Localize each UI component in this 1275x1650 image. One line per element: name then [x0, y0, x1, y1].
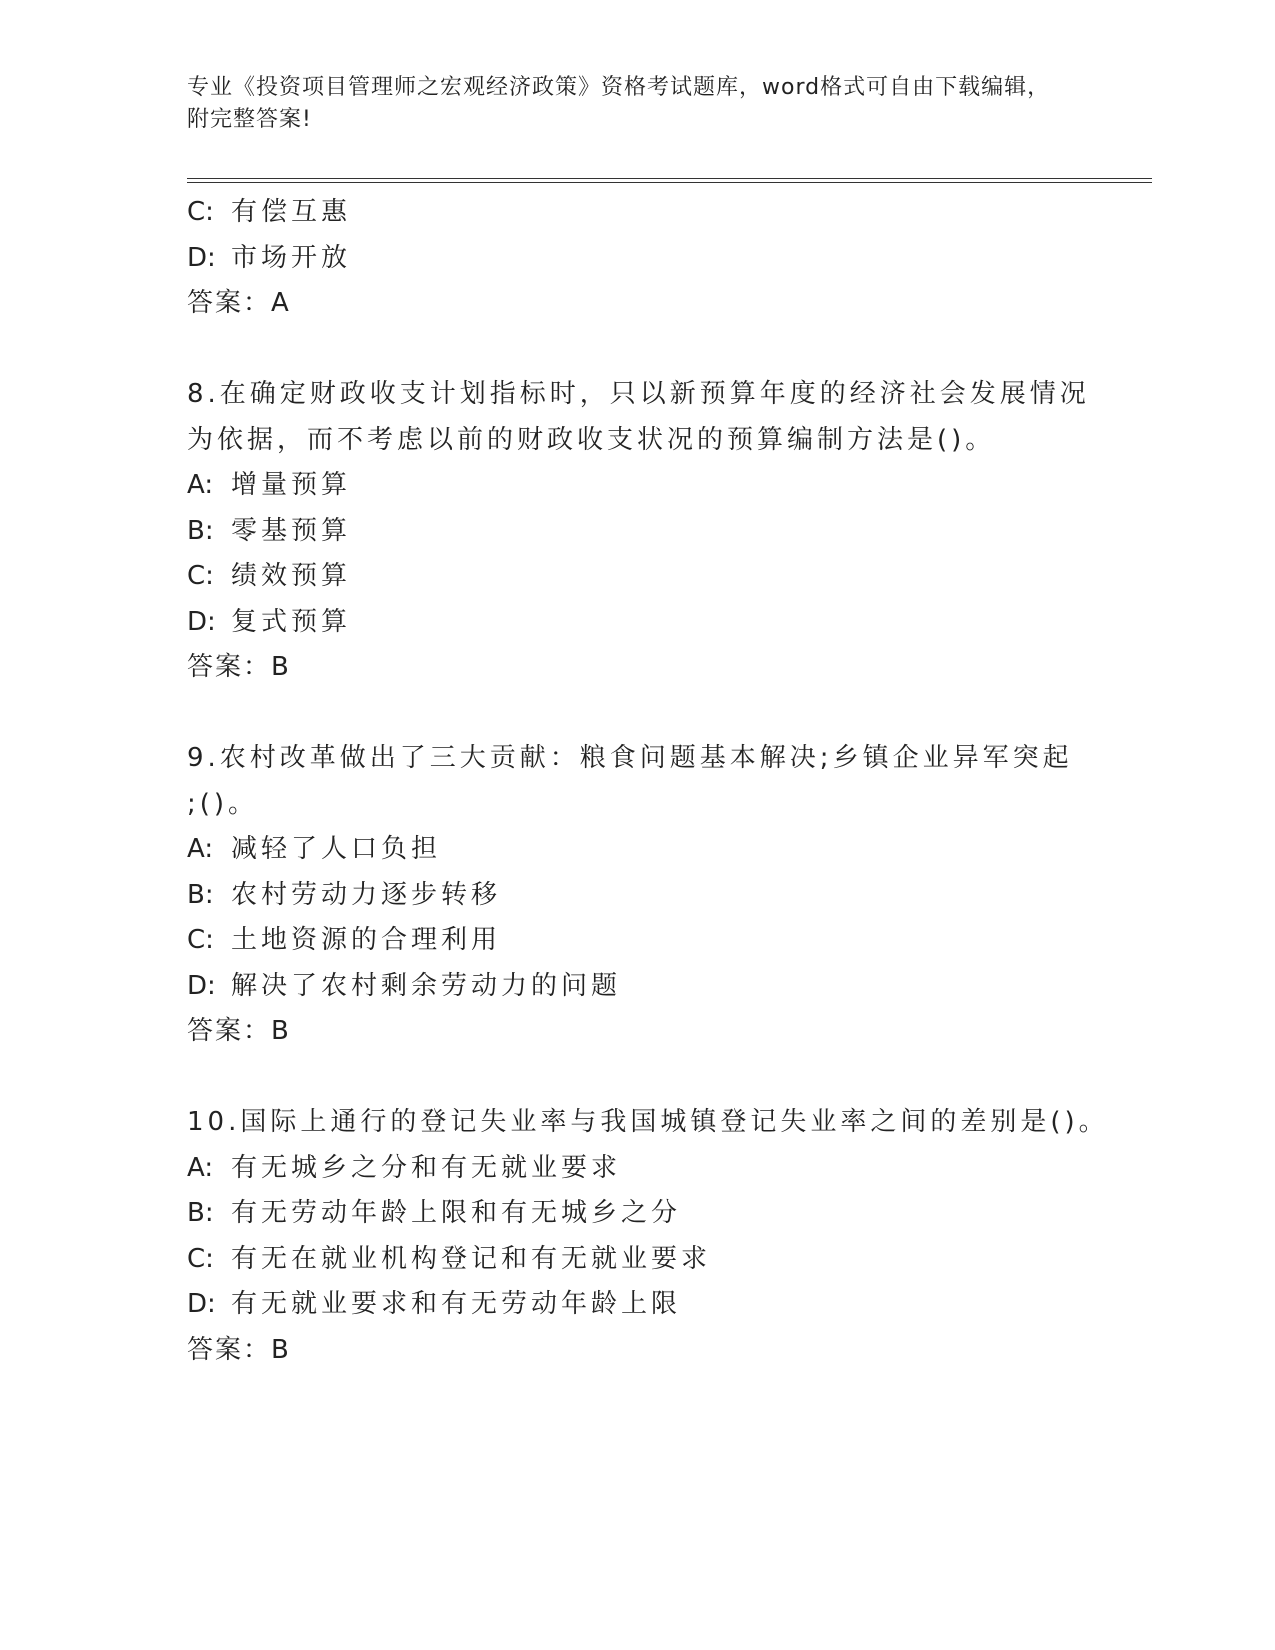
option-key: B:	[187, 515, 214, 546]
header-divider-top	[187, 178, 1152, 179]
option-key: D:	[187, 1289, 216, 1319]
option-text: 有无城乡之分和有无就业要求	[231, 1152, 622, 1183]
option-c	[187, 190, 1087, 236]
option-c	[187, 1237, 1087, 1283]
option-text: 解决了农村剩余劳动力的问题	[231, 970, 622, 1001]
option-d	[187, 1282, 1087, 1328]
option-text: 零基预算	[231, 515, 352, 546]
question-text-line: 为依据，而不考虑以前的财政收支状况的预算编制方法是()。	[187, 424, 996, 455]
option-text: 增量预算	[231, 470, 352, 500]
option-a	[187, 827, 1087, 873]
option-b	[187, 873, 1087, 919]
option-key: C:	[187, 925, 214, 955]
option-text: 减轻了人口负担	[231, 834, 442, 864]
option-key: C:	[187, 1243, 214, 1274]
option-key: A:	[187, 1152, 214, 1183]
option-text: 有无就业要求和有无劳动年龄上限	[231, 1289, 682, 1319]
option-key: A:	[187, 834, 214, 864]
option-b	[187, 1191, 1087, 1237]
option-d	[187, 236, 1087, 282]
option-key: C:	[187, 197, 214, 227]
prev-question-block	[187, 190, 1087, 327]
spacer	[187, 1055, 1087, 1101]
question-text-line: 10.国际上通行的登记失业率与我国城镇登记失业率之间的差别是()。	[187, 1107, 1109, 1137]
option-key: C:	[187, 561, 214, 591]
option-c	[187, 918, 1087, 964]
answer-line: 答案：B	[187, 1334, 291, 1365]
option-a	[187, 1146, 1087, 1192]
question-text-line: ;()。	[187, 788, 259, 819]
question-9	[187, 736, 1087, 1055]
option-text: 绩效预算	[231, 561, 352, 591]
answer-line: 答案：B	[187, 652, 291, 682]
spacer	[187, 691, 1087, 737]
answer-line: 答案：B	[187, 1016, 291, 1046]
question-text-line: 8.在确定财政收支计划指标时，只以新预算年度的经济社会发展情况	[187, 379, 1090, 409]
option-text: 复式预算	[231, 606, 352, 637]
option-key: D:	[187, 970, 216, 1001]
option-text: 农村劳动力逐步转移	[231, 879, 502, 910]
option-c	[187, 554, 1087, 600]
option-key: B:	[187, 1198, 214, 1228]
option-text: 土地资源的合理利用	[231, 925, 502, 955]
option-a	[187, 463, 1087, 509]
option-key: D:	[187, 242, 216, 273]
option-d	[187, 964, 1087, 1010]
option-key: B:	[187, 879, 214, 910]
option-text: 有无在就业机构登记和有无就业要求	[231, 1243, 712, 1274]
answer-line: 答案：A	[187, 288, 291, 318]
option-b	[187, 509, 1087, 555]
header-divider-bottom	[187, 182, 1152, 183]
option-d	[187, 600, 1087, 646]
option-key: A:	[187, 470, 214, 500]
spacer	[187, 327, 1087, 373]
question-10	[187, 1100, 1109, 1373]
option-text: 有偿互惠	[231, 197, 352, 227]
option-key: D:	[187, 606, 216, 637]
question-text-line: 9.农村改革做出了三大贡献：粮食问题基本解决;乡镇企业异军突起	[187, 743, 1073, 773]
question-content	[187, 190, 1109, 1373]
option-text: 市场开放	[231, 242, 352, 273]
question-8	[187, 372, 1090, 691]
option-text: 有无劳动年龄上限和有无城乡之分	[231, 1198, 682, 1228]
document-header: 专业《投资项目管理师之宏观经济政策》资格考试题库，word格式可自由下载编辑，附完整答案!	[187, 75, 1051, 132]
